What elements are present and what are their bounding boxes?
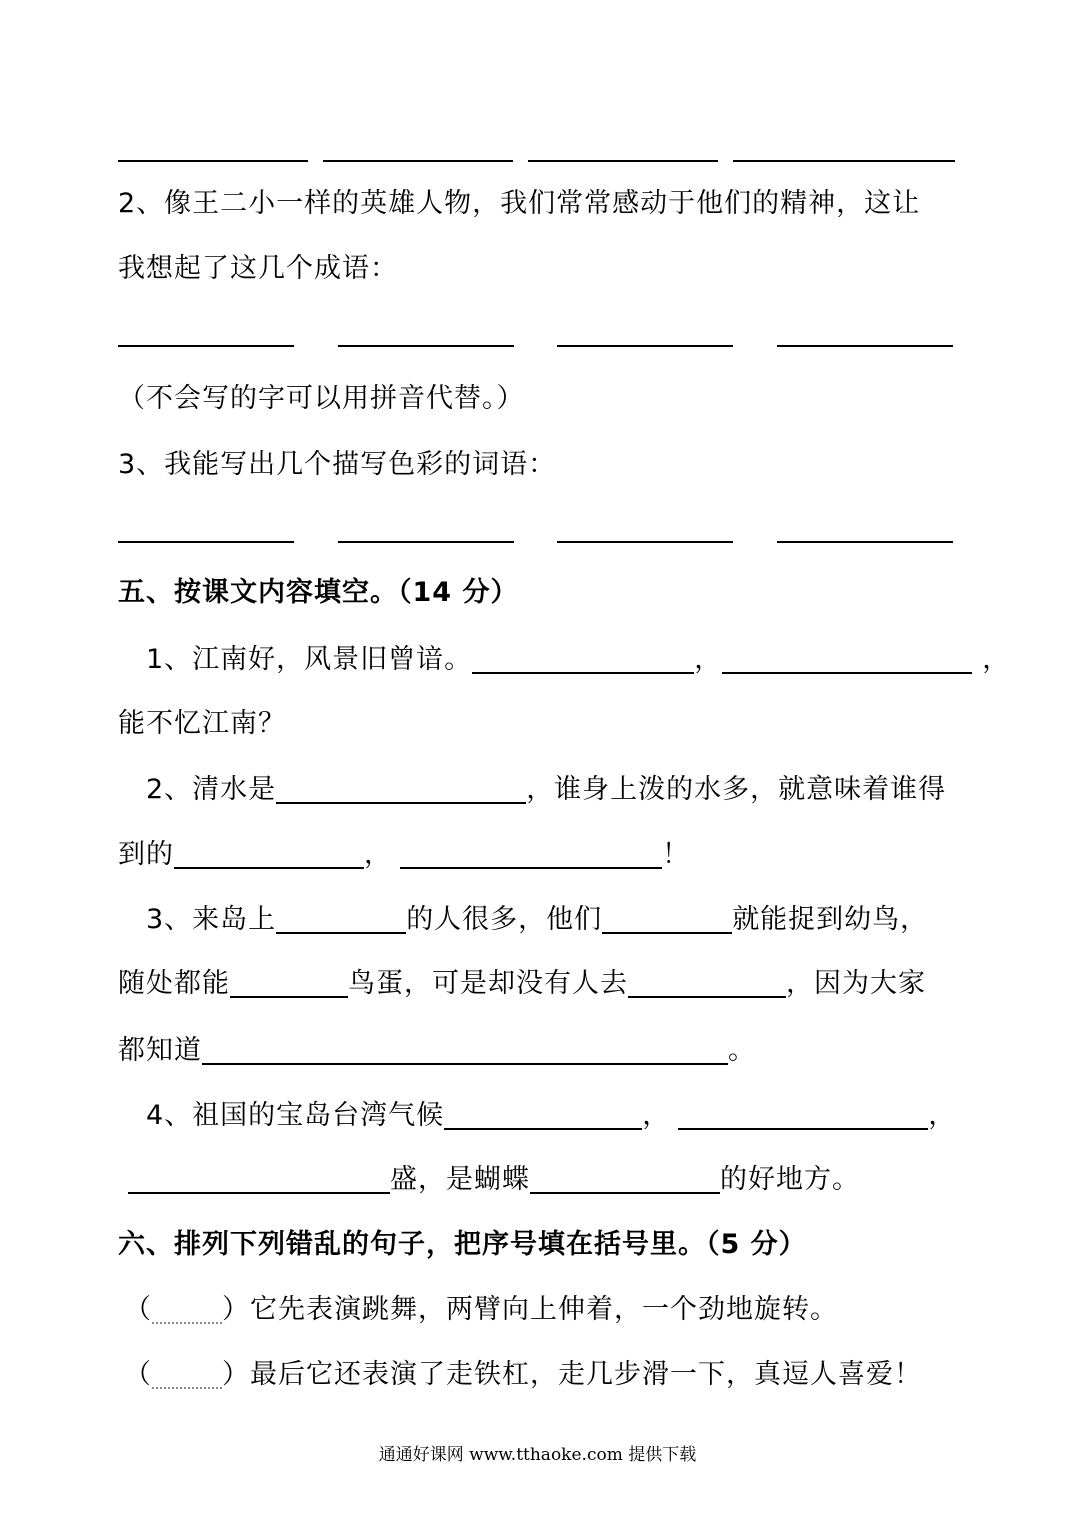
s5-item4-b: 盛，是蝴蝶	[390, 1164, 530, 1195]
blank-input[interactable]	[202, 1035, 728, 1065]
s6-s2-text: 最后它还表演了走铁杠，走几步滑一下，真逗人喜爱！	[250, 1359, 922, 1390]
s5-item3-g: 都知道	[118, 1035, 202, 1066]
color-word-answer-line[interactable]	[118, 541, 294, 543]
q3-text: 3、我能写出几个描写色彩的词语：	[118, 449, 557, 480]
paren-open: （	[124, 1294, 152, 1325]
s5-item4-c: 的好地方。	[720, 1164, 860, 1195]
blank-input[interactable]	[174, 839, 364, 869]
blank-input[interactable]	[628, 968, 786, 998]
section5-heading: 五、按课文内容填空。（14 分）	[118, 577, 519, 608]
s5-item3-a: 3、来岛上	[146, 904, 277, 935]
s5-item3	[146, 903, 1075, 937]
paren-close: ）	[222, 1294, 250, 1325]
footer-source: 通通好课网 www.tthaoke.com 提供下载	[378, 1445, 697, 1465]
color-word-answer-line[interactable]	[557, 541, 733, 543]
s5-item3-b: 的人很多，他们	[406, 904, 603, 935]
comma: ，	[982, 644, 1011, 675]
order-input[interactable]	[152, 1359, 222, 1389]
blank-input[interactable]	[128, 1164, 390, 1194]
paren-close: ）	[222, 1359, 250, 1390]
answer-line[interactable]	[528, 160, 718, 162]
blank-input[interactable]	[530, 1164, 720, 1194]
blank-input[interactable]	[400, 839, 662, 869]
order-input[interactable]	[152, 1294, 222, 1324]
s5-item3-e: 鸟蛋，可是却没有人去	[348, 968, 628, 999]
s5-item3-end	[118, 1034, 1075, 1068]
q2-line2: 我想起了这几个成语：	[118, 253, 398, 284]
s6-s1-text: 它先表演跳舞，两臂向上伸着，一个劲地旋转。	[250, 1294, 838, 1325]
comma: ，	[694, 644, 723, 675]
blank-input[interactable]	[678, 1100, 928, 1130]
s5-item3-cont	[118, 967, 1075, 1001]
s5-item2-start: 到的	[118, 839, 174, 870]
idiom-answer-line[interactable]	[777, 345, 953, 347]
blank-input[interactable]	[602, 904, 732, 934]
s5-item1	[146, 643, 1075, 677]
pinyin-note: （不会写的字可以用拼音代替。）	[118, 383, 525, 414]
idiom-answer-line[interactable]	[338, 345, 514, 347]
section6-heading: 六、排列下列错乱的句子，把序号填在括号里。（5 分）	[118, 1229, 807, 1260]
s6-sentence-2	[124, 1358, 1075, 1392]
color-word-answer-line[interactable]	[338, 541, 514, 543]
idiom-answer-line[interactable]	[118, 345, 294, 347]
q2-line1: 2、像王二小一样的英雄人物，我们常常感动于他们的精神，这让	[118, 188, 921, 219]
color-word-answer-line[interactable]	[777, 541, 953, 543]
s5-item2-rest: ，谁身上泼的水多，就意味着谁得	[526, 774, 947, 805]
answer-line[interactable]	[323, 160, 513, 162]
s5-item2	[146, 773, 1075, 807]
s5-item2-text: 2、清水是	[146, 774, 277, 805]
blank-input[interactable]	[276, 774, 526, 804]
paren-open: （	[124, 1359, 152, 1390]
comma: ，	[928, 1100, 957, 1131]
blank-input[interactable]	[230, 968, 348, 998]
blank-input[interactable]	[444, 1100, 642, 1130]
s5-item1-text: 1、江南好，风景旧曾谙。	[146, 644, 473, 675]
blank-input[interactable]	[722, 644, 972, 674]
idiom-answer-line[interactable]	[557, 345, 733, 347]
s5-item4	[146, 1099, 1075, 1133]
blank-input[interactable]	[472, 644, 694, 674]
comma: ，	[364, 839, 392, 870]
s5-item3-f: ，因为大家	[786, 968, 926, 999]
s5-item4-cont	[128, 1163, 1075, 1197]
s5-item1-end: 能不忆江南？	[118, 708, 286, 739]
exclaim: ！	[662, 839, 690, 870]
comma: ，	[642, 1100, 671, 1131]
s5-item2-cont	[118, 838, 1075, 872]
s6-sentence-1	[124, 1293, 1075, 1327]
period: 。	[728, 1035, 756, 1066]
s5-item4-a: 4、祖国的宝岛台湾气候	[146, 1100, 445, 1131]
s5-item3-c: 就能捉到幼鸟，	[732, 904, 929, 935]
answer-line[interactable]	[733, 160, 955, 162]
blank-input[interactable]	[276, 904, 406, 934]
answer-line[interactable]	[118, 160, 308, 162]
s5-item3-d: 随处都能	[118, 968, 230, 999]
